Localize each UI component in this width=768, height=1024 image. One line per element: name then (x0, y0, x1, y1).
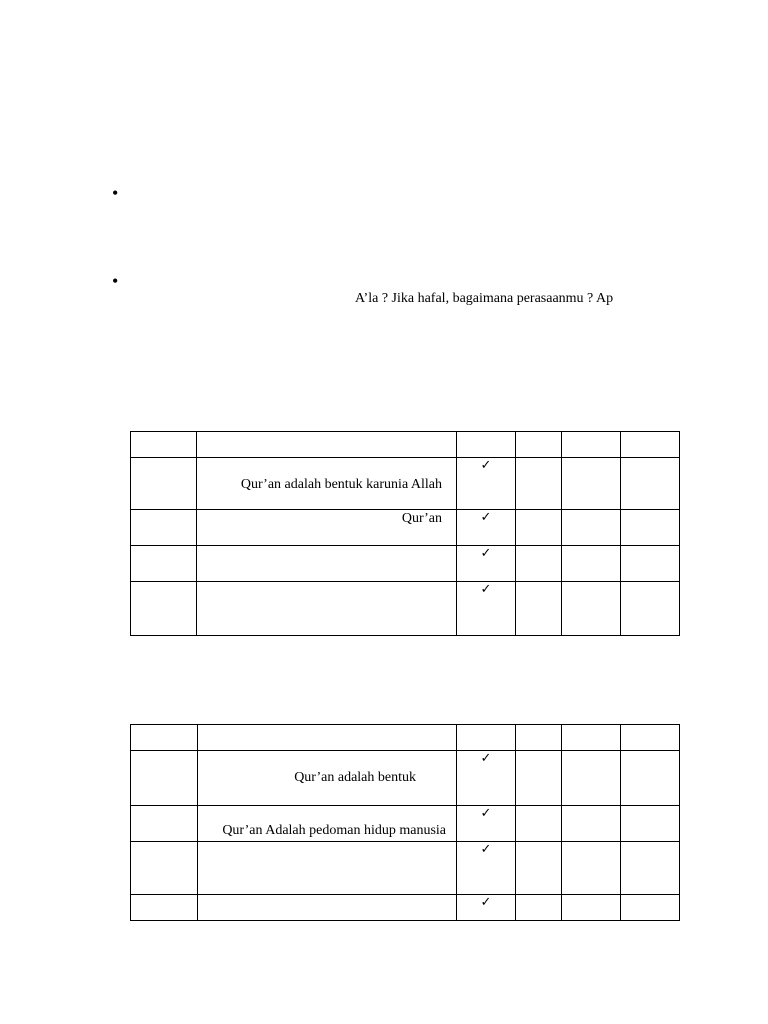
check-cell (457, 895, 516, 921)
table-row (131, 546, 680, 582)
check-cell (457, 546, 516, 582)
rating-cell (621, 546, 680, 582)
rating-cell (516, 510, 562, 546)
check-cell (457, 751, 516, 806)
rating-cell (516, 582, 562, 636)
header-cell-col-1 (457, 725, 516, 751)
rating-cell (621, 510, 680, 546)
statement-cell (198, 895, 457, 921)
rating-cell (562, 510, 621, 546)
header-cell-no (131, 432, 197, 458)
statement-cell (197, 582, 457, 636)
header-cell-col-4 (621, 725, 680, 751)
assessment-table-1 (130, 431, 680, 636)
number-cell (131, 751, 198, 806)
table-row (131, 751, 680, 806)
header-cell-col-2 (516, 725, 562, 751)
table-header-row (131, 432, 680, 458)
header-cell-col-4 (621, 432, 680, 458)
table-header-row (131, 725, 680, 751)
number-cell (131, 546, 197, 582)
number-cell (131, 510, 197, 546)
rating-cell (621, 806, 680, 842)
rating-cell (516, 895, 562, 921)
rating-cell (621, 751, 680, 806)
rating-cell (562, 751, 621, 806)
check-icon: ✓ (480, 546, 492, 561)
statement-text: Qur’an adalah bentuk (294, 770, 416, 785)
statement-cell (198, 842, 457, 895)
check-cell (457, 510, 516, 546)
number-cell (131, 582, 197, 636)
rating-cell (516, 806, 562, 842)
check-icon: ✓ (480, 510, 492, 525)
number-cell (131, 806, 198, 842)
check-icon: ✓ (480, 806, 492, 821)
statement-text: Qur’an (401, 511, 442, 526)
check-icon: ✓ (480, 582, 492, 597)
check-icon: ✓ (480, 842, 492, 857)
rating-cell (562, 546, 621, 582)
table-row (131, 458, 680, 510)
assessment-table-2 (130, 724, 680, 921)
table-row (131, 510, 680, 546)
rating-cell (562, 806, 621, 842)
rating-cell (516, 546, 562, 582)
header-cell-col-3 (562, 432, 621, 458)
statement-cell (197, 510, 457, 546)
statement-cell (198, 806, 457, 842)
header-cell-col-2 (516, 432, 562, 458)
question-text-line: A’la ? Jika hafal, bagaimana perasaanmu ? Ap (355, 291, 614, 306)
table-row (131, 806, 680, 842)
check-cell (457, 806, 516, 842)
bullet-1: • (112, 183, 119, 203)
rating-cell (621, 458, 680, 510)
rating-cell (621, 895, 680, 921)
number-cell (131, 842, 198, 895)
rating-cell (621, 582, 680, 636)
check-icon: ✓ (480, 458, 492, 473)
rating-cell (516, 458, 562, 510)
check-icon: ✓ (480, 895, 492, 910)
statement-text: Qur’an Adalah pedoman hidup manusia (222, 823, 446, 838)
statement-cell (197, 546, 457, 582)
header-cell-statement (198, 725, 457, 751)
bullet-2: • (112, 271, 119, 291)
header-cell-no (131, 725, 198, 751)
header-cell-col-1 (457, 432, 516, 458)
number-cell (131, 458, 197, 510)
check-icon: ✓ (480, 751, 492, 766)
statement-text: Qur’an adalah bentuk karunia Allah (240, 477, 442, 492)
check-cell (457, 458, 516, 510)
rating-cell (516, 751, 562, 806)
rating-cell (562, 842, 621, 895)
rating-cell (562, 895, 621, 921)
table-row (131, 582, 680, 636)
number-cell (131, 895, 198, 921)
statement-cell (198, 751, 457, 806)
check-cell (457, 582, 516, 636)
rating-cell (516, 842, 562, 895)
table-row (131, 842, 680, 895)
table-row (131, 895, 680, 921)
check-cell (457, 842, 516, 895)
rating-cell (562, 582, 621, 636)
header-cell-statement (197, 432, 457, 458)
header-cell-col-3 (562, 725, 621, 751)
rating-cell (562, 458, 621, 510)
rating-cell (621, 842, 680, 895)
statement-cell (197, 458, 457, 510)
